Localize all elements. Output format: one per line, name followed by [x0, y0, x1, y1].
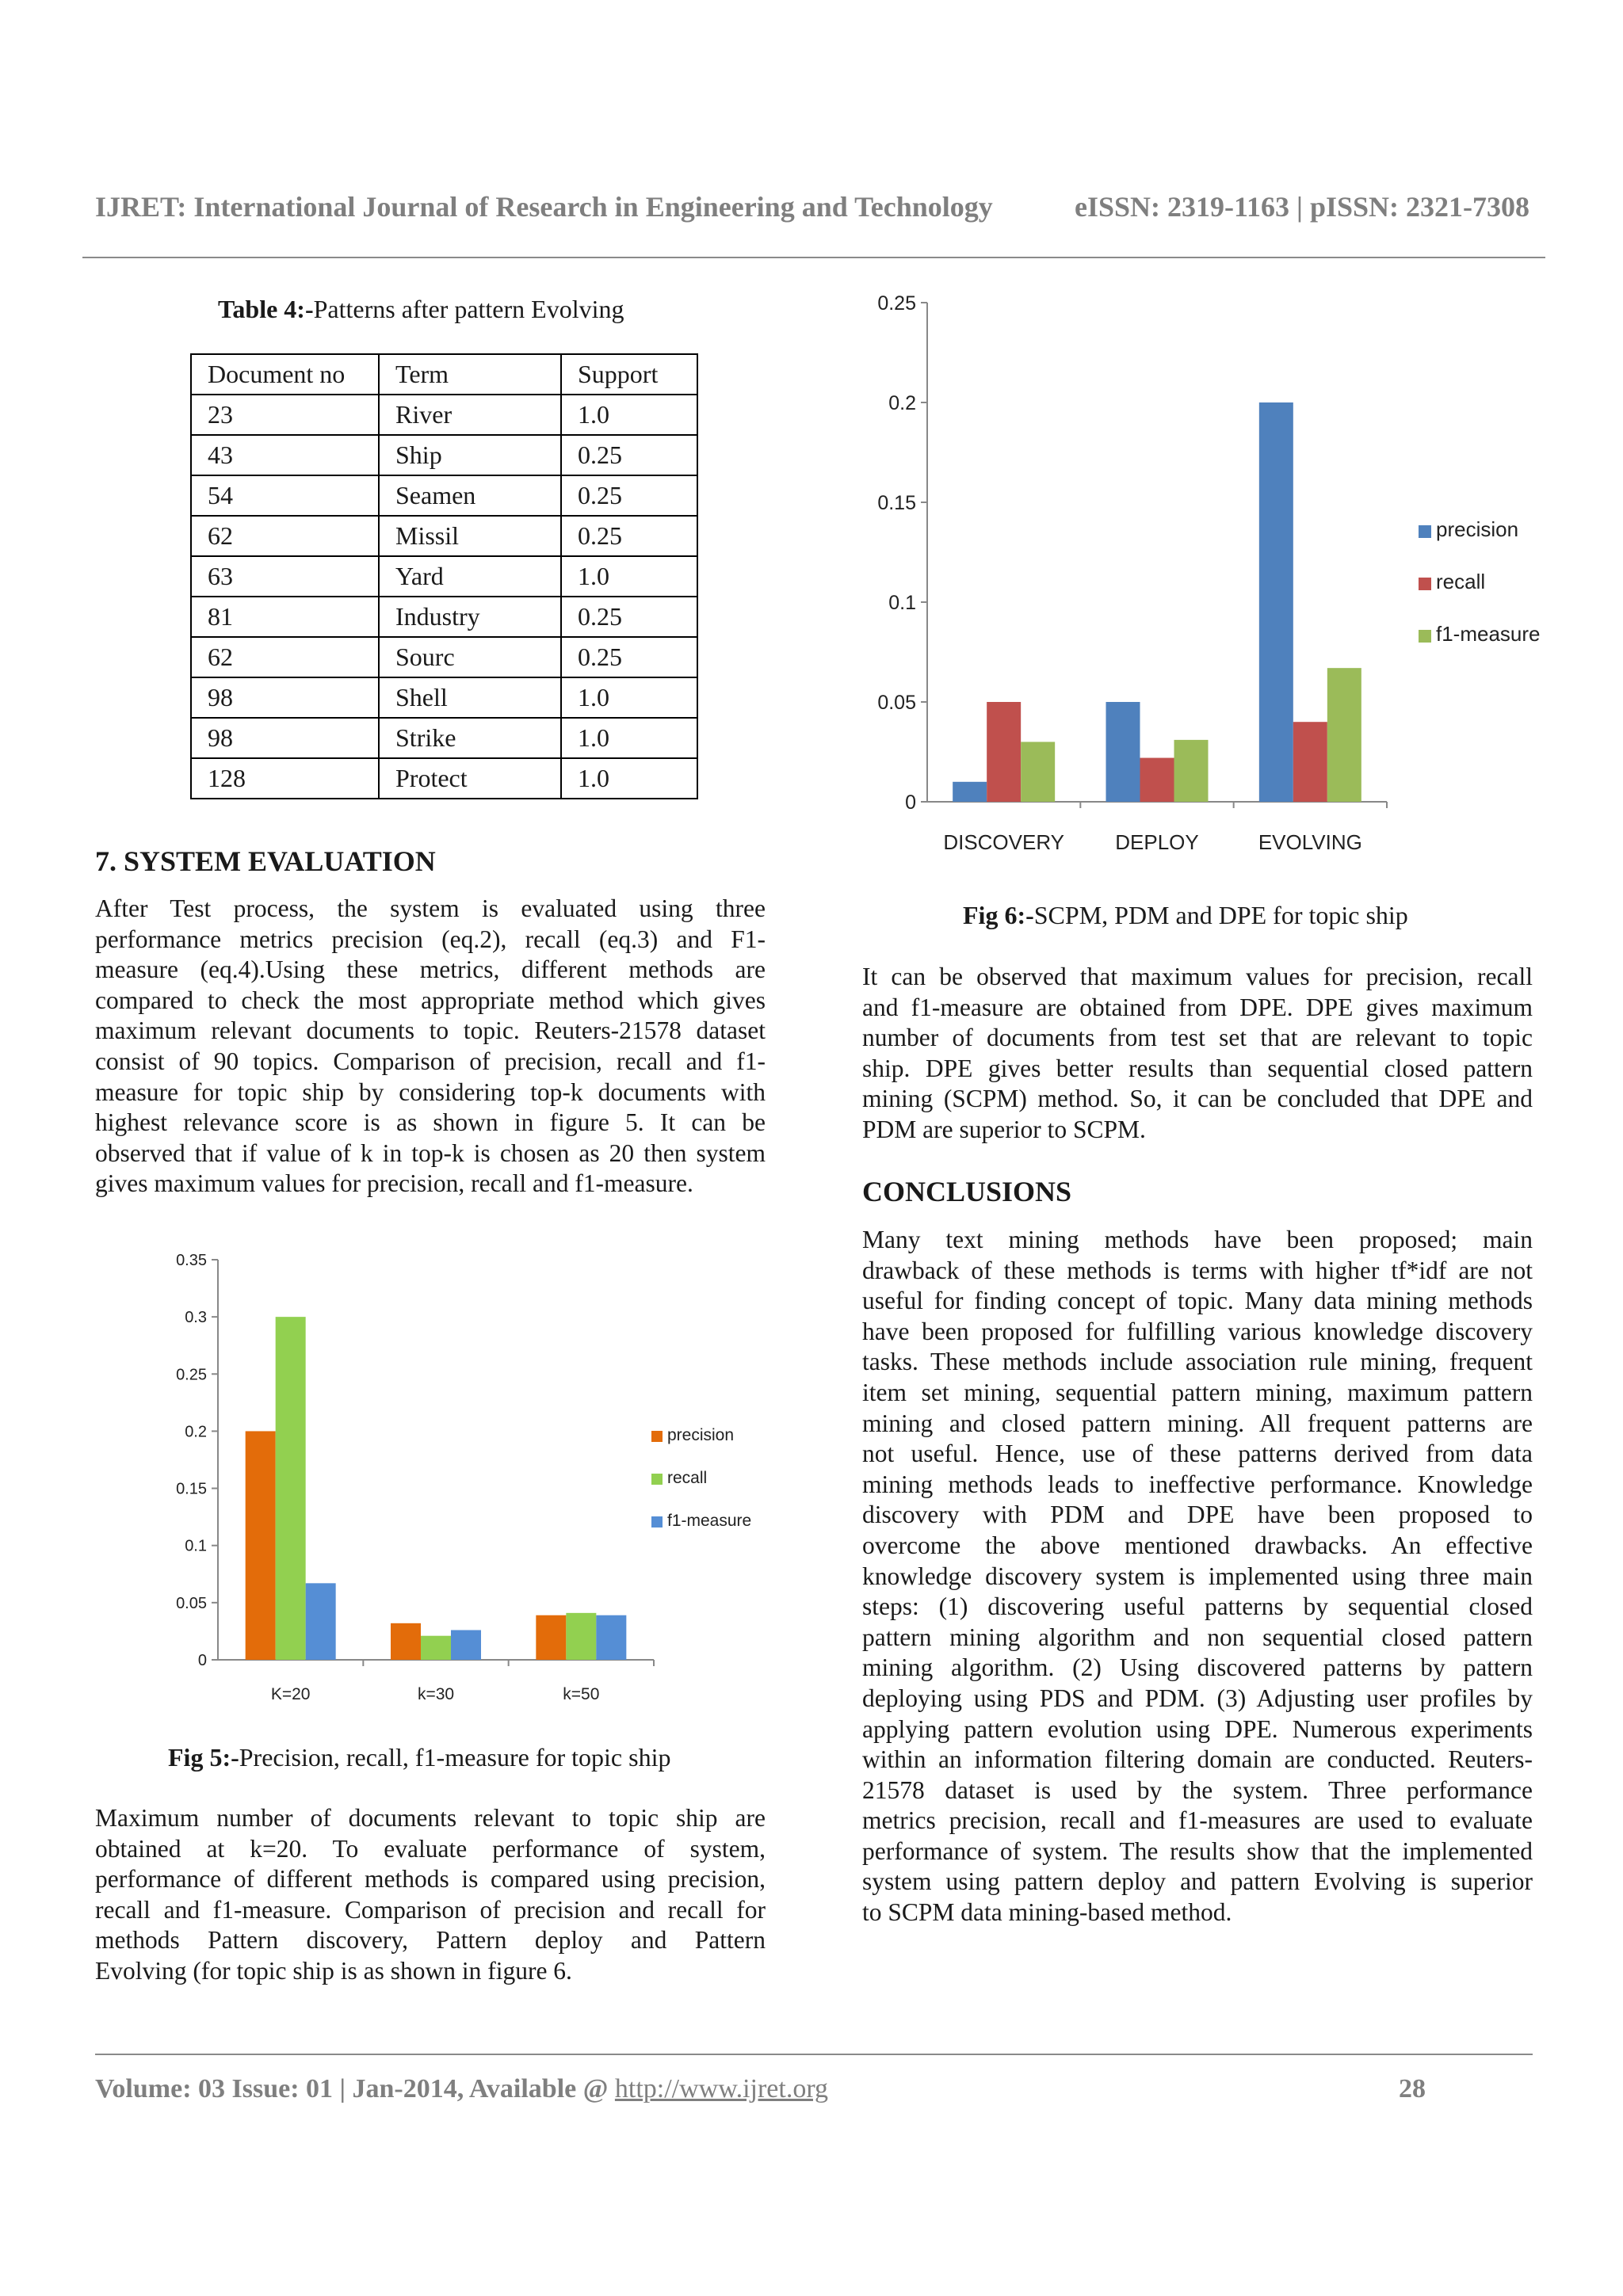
- legend-label-f1-measure: f1-measure: [667, 1512, 752, 1530]
- text-line: obtained at k=20. To evaluate performance of system,: [95, 1834, 766, 1863]
- bar-f1-measure-k=50: [596, 1615, 626, 1660]
- table-cell: Yard: [379, 556, 561, 597]
- bar-precision-k=30: [391, 1623, 421, 1660]
- y-tick-label: 0.1: [185, 1537, 207, 1555]
- bar-recall-k=50: [566, 1613, 596, 1660]
- text-line: ship. DPE gives better results than sequential closed pattern: [862, 1054, 1533, 1082]
- x-category-label: EVOLVING: [1258, 830, 1362, 854]
- bar-precision-DEPLOY: [1106, 702, 1140, 802]
- table-cell: River: [379, 395, 561, 435]
- footer-volume-info: Volume: 03 Issue: 01 | Jan-2014, Available @: [95, 2074, 615, 2103]
- system-evaluation-paragraph: [95, 894, 766, 1199]
- y-tick-label: 0.25: [877, 292, 916, 315]
- bar-f1-measure-DISCOVERY: [1021, 742, 1055, 802]
- bar-recall-DISCOVERY: [987, 702, 1021, 802]
- legend-label-precision: precision: [1436, 517, 1519, 541]
- table4: [190, 353, 698, 799]
- table-cell: 128: [191, 758, 379, 799]
- x-category-label: DISCOVERY: [943, 830, 1065, 854]
- table-cell: Document no: [191, 354, 379, 395]
- text-line: mining algorithm. (2) Using discovered patterns by pattern: [862, 1653, 1533, 1682]
- text-line: pattern mining algorithm and non sequential closed pattern: [862, 1623, 1533, 1651]
- fig6-discussion-paragraph: [862, 962, 1533, 1146]
- journal-link[interactable]: http://www.ijret.org: [614, 2074, 829, 2103]
- text-line: methods Pattern discovery, Pattern deploy and Pattern: [95, 1926, 766, 1955]
- text-line: system using pattern deploy and pattern Evolving is superior: [862, 1867, 1533, 1896]
- table-cell: 63: [191, 556, 379, 597]
- y-tick-label: 0.35: [176, 1252, 207, 1269]
- table-cell: 62: [191, 637, 379, 677]
- text-line: and f1-measure are obtained from DPE. DPE gives maximum: [862, 993, 1533, 1021]
- x-category-label: DEPLOY: [1115, 830, 1199, 854]
- table-row: [191, 435, 697, 475]
- x-category-label: k=50: [563, 1685, 600, 1703]
- table-cell: Support: [561, 354, 697, 395]
- text-line: mining and closed pattern mining. All frequent patterns are: [862, 1409, 1533, 1437]
- conclusions-paragraph: [862, 1225, 1533, 1928]
- table-cell: 1.0: [561, 758, 697, 799]
- table-cell: 81: [191, 597, 379, 637]
- text-line: 21578 dataset is used by the system. Three performance: [862, 1775, 1533, 1804]
- bar-precision-k=50: [536, 1615, 566, 1660]
- footer-divider: [95, 2054, 1533, 2055]
- text-line: performance metrics precision (eq.2), recall (eq.3) and F1-: [95, 925, 766, 953]
- bar-recall-K=20: [276, 1317, 306, 1660]
- text-line: mining (SCPM) method. So, it can be concluded that DPE and: [862, 1085, 1533, 1113]
- x-category-label: k=30: [417, 1685, 455, 1703]
- text-line: number of documents from test set that are relevant to topic: [862, 1024, 1533, 1052]
- text-line: measure for topic ship by considering top-k documents with: [95, 1077, 766, 1106]
- text-line: metrics precision, recall and f1-measures are used to evaluate: [862, 1806, 1533, 1835]
- text-line: Many text mining methods have been proposed; main: [862, 1226, 1533, 1253]
- table-cell: Seamen: [379, 475, 561, 516]
- table-cell: 1.0: [561, 718, 697, 758]
- table-row: [191, 677, 697, 718]
- text-line: Maximum number of documents relevant to topic ship are: [95, 1804, 766, 1832]
- text-line: tasks. These methods include association rule mining, frequent: [862, 1348, 1533, 1376]
- table-cell: 0.25: [561, 475, 697, 516]
- bar-f1-measure-k=30: [451, 1630, 481, 1660]
- table-row: [191, 758, 697, 799]
- text-line: After Test process, the system is evaluated using three: [95, 894, 766, 922]
- text-line: discovery with PDM and DPE have been proposed to: [862, 1501, 1533, 1529]
- text-line: performance of different methods is compared using precision,: [95, 1865, 766, 1894]
- fig6-caption: Fig 6:-SCPM, PDM and DPE for topic ship: [963, 901, 1408, 929]
- bar-recall-DEPLOY: [1140, 758, 1174, 802]
- y-tick-label: 0.15: [176, 1480, 207, 1498]
- text-line: overcome the above mentioned drawbacks. An effective: [862, 1531, 1533, 1559]
- text-line: consist of 90 topics. Comparison of precision, recall and f1-: [95, 1047, 766, 1075]
- y-tick-label: 0.3: [185, 1309, 207, 1327]
- text-line: observed that if value of k in top-k is chosen as 20 then system: [95, 1138, 766, 1167]
- text-line: knowledge discovery system is implemented using three main: [862, 1562, 1533, 1590]
- text-line: PDM are superior to SCPM.: [862, 1115, 1146, 1143]
- section-heading-system-evaluation: 7. SYSTEM EVALUATION: [95, 845, 436, 877]
- legend-swatch-precision: [1419, 525, 1431, 538]
- table-cell: 23: [191, 395, 379, 435]
- y-tick-label: 0.15: [877, 491, 916, 514]
- bar-precision-DISCOVERY: [953, 782, 987, 802]
- bar-f1-measure-DEPLOY: [1174, 740, 1209, 802]
- y-tick-label: 0.05: [176, 1594, 207, 1612]
- text-line: compared to check the most appropriate method which gives: [95, 986, 766, 1014]
- table-row: [191, 556, 697, 597]
- y-tick-label: 0: [905, 791, 916, 814]
- table-cell: 0.25: [561, 637, 697, 677]
- bar-recall-EVOLVING: [1293, 722, 1327, 802]
- text-line: measure (eq.4).Using these metrics, different methods are: [95, 955, 766, 984]
- table-cell: 1.0: [561, 556, 697, 597]
- x-category-label: K=20: [270, 1685, 311, 1703]
- table-row: [191, 516, 697, 556]
- bar-f1-measure-EVOLVING: [1327, 668, 1361, 802]
- fig6-chart: [864, 281, 1545, 868]
- table4-caption: Table 4:-Patterns after pattern Evolving: [218, 295, 624, 323]
- table-row: [191, 597, 697, 637]
- text-line: deploying using PDS and PDM. (3) Adjusting user profiles by: [862, 1684, 1533, 1712]
- text-line: within an information filtering domain are conducted. Reuters-: [862, 1745, 1533, 1774]
- table-cell: Protect: [379, 758, 561, 799]
- page-number: 28: [1399, 2074, 1426, 2103]
- legend-swatch-f1-measure: [1419, 630, 1431, 643]
- text-line: drawback of these methods is terms with higher tf*idf are not: [862, 1256, 1533, 1284]
- text-line: to SCPM data mining-based method.: [862, 1898, 1232, 1927]
- table-cell: 0.25: [561, 435, 697, 475]
- y-tick-label: 0.1: [888, 591, 916, 614]
- legend-swatch-f1-measure: [651, 1516, 663, 1527]
- issn: eISSN: 2319-1163 | pISSN: 2321-7308: [1075, 191, 1529, 223]
- text-line: have been proposed for fulfilling various knowledge discovery: [862, 1317, 1533, 1345]
- fig5-discussion-paragraph: [95, 1803, 766, 1987]
- text-line: highest relevance score is as shown in figure 5. It can be: [95, 1108, 766, 1137]
- text-line: performance of system. The results show that the implemented: [862, 1836, 1533, 1865]
- bar-f1-measure-K=20: [306, 1583, 336, 1660]
- table-row: [191, 475, 697, 516]
- y-tick-label: 0: [197, 1652, 207, 1669]
- text-line: applying pattern evolution using DPE. Numerous experiments: [862, 1714, 1533, 1743]
- legend-swatch-precision: [651, 1431, 663, 1442]
- table-cell: Missil: [379, 516, 561, 556]
- table-cell: 1.0: [561, 395, 697, 435]
- table-cell: Ship: [379, 435, 561, 475]
- journal-title: IJRET: International Journal of Research in Engineering and Technology: [95, 191, 993, 223]
- table-cell: 1.0: [561, 677, 697, 718]
- text-line: item set mining, sequential pattern mining, maximum pattern: [862, 1378, 1533, 1406]
- legend-swatch-recall: [651, 1474, 663, 1485]
- bar-precision-K=20: [246, 1431, 276, 1660]
- running-footer: [95, 2074, 1533, 2104]
- text-line: recall and f1-measure. Comparison of precision and recall for: [95, 1895, 766, 1924]
- table-cell: 62: [191, 516, 379, 556]
- table-cell: Shell: [379, 677, 561, 718]
- text-line: gives maximum values for precision, recall and f1-measure.: [95, 1169, 693, 1198]
- fig5-caption: Fig 5:-Precision, recall, f1-measure for topic ship: [168, 1743, 671, 1772]
- table-row: [191, 718, 697, 758]
- text-line: It can be observed that maximum values for precision, recall: [862, 963, 1533, 990]
- y-tick-label: 0.25: [176, 1366, 207, 1384]
- legend-label-recall: recall: [667, 1469, 708, 1487]
- header-divider: [82, 257, 1545, 258]
- legend-swatch-recall: [1419, 578, 1431, 590]
- text-line: maximum relevant documents to topic. Reuters-21578 dataset: [95, 1016, 766, 1045]
- text-line: Evolving (for topic ship is as shown in figure 6.: [95, 1956, 572, 1985]
- text-line: useful for finding concept of topic. Many data mining methods: [862, 1287, 1533, 1315]
- table-cell: Term: [379, 354, 561, 395]
- table-header-row: [191, 354, 697, 395]
- table-cell: 98: [191, 718, 379, 758]
- table-cell: 43: [191, 435, 379, 475]
- table-cell: Industry: [379, 597, 561, 637]
- text-line: not useful. Hence, use of these patterns derived from data: [862, 1440, 1533, 1468]
- running-header: [95, 190, 1529, 223]
- text-line: steps: (1) discovering useful patterns by sequential closed: [862, 1592, 1533, 1621]
- legend-label-f1-measure: f1-measure: [1436, 622, 1541, 646]
- table-cell: 54: [191, 475, 379, 516]
- table-cell: Sourc: [379, 637, 561, 677]
- y-tick-label: 0.2: [185, 1423, 207, 1441]
- y-tick-label: 0.05: [877, 691, 916, 714]
- section-heading-conclusions: CONCLUSIONS: [862, 1176, 1072, 1207]
- table-cell: 98: [191, 677, 379, 718]
- text-line: mining methods leads to ineffective performance. Knowledge: [862, 1470, 1533, 1498]
- bar-precision-EVOLVING: [1259, 402, 1293, 802]
- table-cell: 0.25: [561, 597, 697, 637]
- bar-recall-k=30: [421, 1636, 451, 1660]
- legend-label-recall: recall: [1436, 570, 1486, 593]
- legend-label-precision: precision: [667, 1426, 735, 1444]
- y-tick-label: 0.2: [888, 391, 916, 414]
- table-row: [191, 637, 697, 677]
- table-row: [191, 395, 697, 435]
- fig5-chart: [176, 1236, 769, 1711]
- table-cell: Strike: [379, 718, 561, 758]
- table-cell: 0.25: [561, 516, 697, 556]
